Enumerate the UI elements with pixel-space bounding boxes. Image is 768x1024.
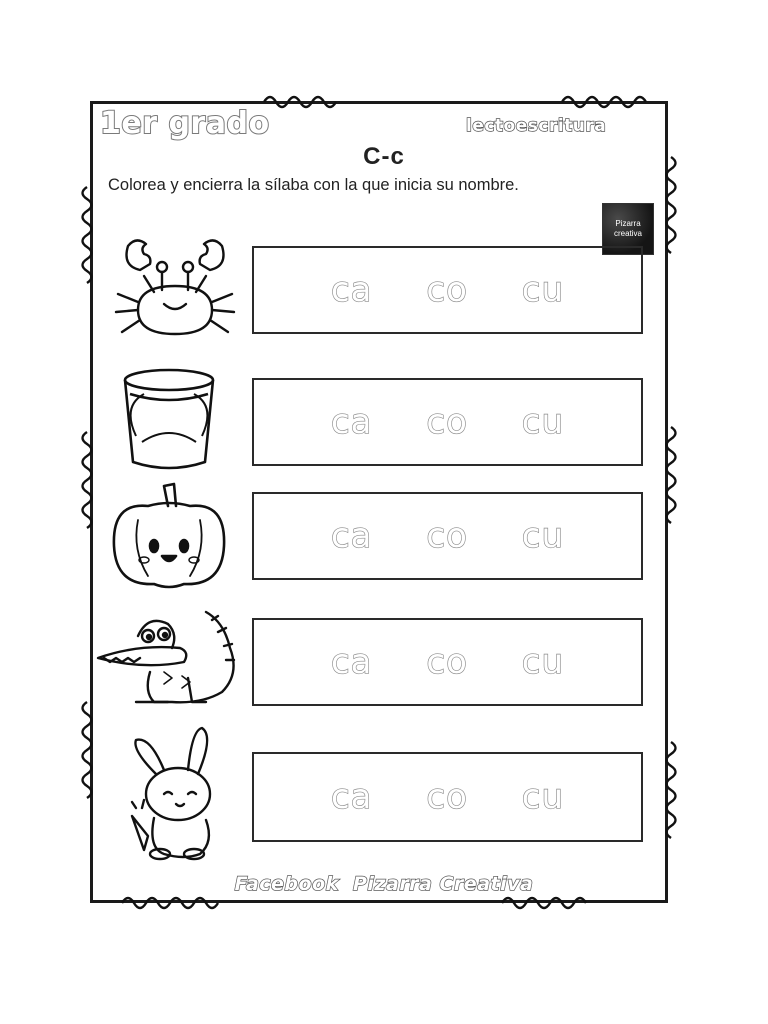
syllable-cu[interactable]: cu: [521, 777, 565, 817]
squiggle-decoration-right-upper: [662, 155, 680, 265]
squiggle-decoration-left-upper: [78, 185, 96, 295]
crab-icon: [110, 232, 240, 342]
syllable-ca[interactable]: ca: [330, 777, 373, 817]
squiggle-decoration-top-right: [560, 92, 650, 108]
syllable-cu[interactable]: cu: [521, 516, 565, 556]
syllable-ca[interactable]: ca: [330, 642, 373, 682]
logo-line-2: creativa: [613, 229, 642, 238]
syllable-co[interactable]: co: [426, 642, 468, 682]
syllable-co[interactable]: co: [426, 777, 468, 817]
subject-tag: lectoescritura: [466, 116, 607, 136]
syllable-box-row-2[interactable]: [252, 378, 643, 466]
syllable-ca[interactable]: ca: [330, 402, 373, 442]
syllable-box-row-4[interactable]: [252, 618, 643, 706]
squiggle-decoration-top-left: [262, 92, 342, 108]
footer-credit: Facebook Pizarra Creativa: [234, 873, 534, 895]
crocodile-icon: [94, 606, 250, 720]
rabbit-icon: [128, 724, 224, 864]
squiggle-decoration-right-middle: [662, 425, 680, 535]
squiggle-decoration-bottom-right: [500, 895, 590, 911]
syllable-co[interactable]: co: [426, 402, 468, 442]
syllable-box-row-1[interactable]: [252, 246, 643, 334]
syllable-ca[interactable]: ca: [330, 270, 373, 310]
logo-line-1: Pizarra: [615, 219, 641, 228]
syllable-co[interactable]: co: [426, 270, 468, 310]
syllable-box-row-3[interactable]: [252, 492, 643, 580]
letter-heading: C-c: [363, 143, 405, 170]
pumpkin-icon: [108, 480, 230, 590]
syllable-co[interactable]: co: [426, 516, 468, 556]
bucket-icon: [118, 364, 220, 472]
grade-title: 1er grado: [100, 106, 270, 141]
syllable-box-row-5[interactable]: [252, 752, 643, 842]
squiggle-decoration-bottom-left: [120, 895, 220, 911]
syllable-cu[interactable]: cu: [521, 402, 565, 442]
syllable-ca[interactable]: ca: [330, 516, 373, 556]
syllable-cu[interactable]: cu: [521, 270, 565, 310]
squiggle-decoration-right-lower: [662, 740, 680, 850]
squiggle-decoration-left-middle: [78, 430, 96, 540]
syllable-cu[interactable]: cu: [521, 642, 565, 682]
instruction-text: Colorea y encierra la sílaba con la que inicia su nombre.: [108, 176, 519, 194]
